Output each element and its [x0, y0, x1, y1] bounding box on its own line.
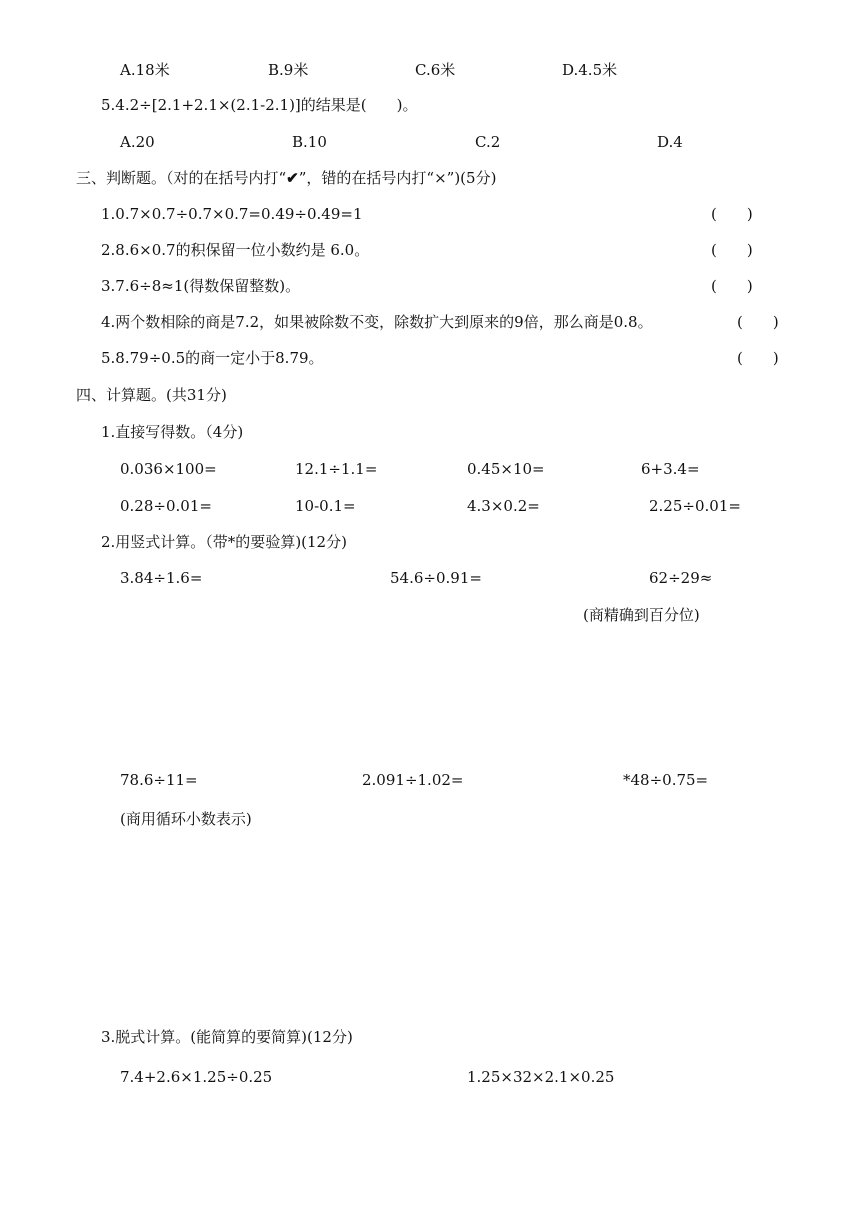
q5-option-b: B.10 [292, 133, 327, 151]
q4-option-d: D.4.5米 [562, 61, 618, 79]
stepwise-calc-2: 1.25×32×2.1×0.25 [467, 1068, 615, 1086]
q5-option-c: C.2 [475, 133, 501, 151]
vertical-calc-5: 2.091÷1.02= [362, 771, 464, 789]
section4-title: 四、计算题。(共31分) [76, 386, 227, 404]
judge-item-4: 4.两个数相除的商是7.2，如果被除数不变，除数扩大到原来的9倍，那么商是0.8。 [101, 313, 653, 331]
section3-title-prefix: 三、判断题。（对的在括号内打“ [76, 169, 287, 187]
q5-option-d: D.4 [657, 133, 683, 151]
q4-option-b: B.9米 [268, 61, 309, 79]
oral-calc-2: 12.1÷1.1= [295, 460, 378, 478]
q5-stem: 5.4.2÷[2.1+2.1×(2.1-2.1)]的结果是( )。 [101, 96, 418, 114]
judge-item-2: 2.8.6×0.7的积保留一位小数约是 6.0。 [101, 241, 370, 259]
oral-calc-7: 4.3×0.2= [467, 497, 540, 515]
judge-item-5: 5.8.79÷0.5的商一定小于8.79。 [101, 349, 324, 367]
vertical-calc-1: 3.84÷1.6= [120, 569, 203, 587]
section3-title-suffix: ”，错的在括号内打“×”)(5分) [298, 169, 497, 187]
judge-item-1: 1.0.7×0.7÷0.7×0.7=0.49÷0.49=1 [101, 205, 363, 223]
part1-title: 1.直接写得数。（4分) [101, 423, 244, 441]
judge-item-4-answer-blank[interactable]: ( ) [737, 313, 779, 331]
oral-calc-5: 0.28÷0.01= [120, 497, 212, 515]
q4-option-a: A.18米 [120, 61, 170, 79]
vertical-calc-6: *48÷0.75= [623, 771, 709, 789]
judge-item-3-answer-blank[interactable]: ( ) [711, 277, 753, 295]
oral-calc-6: 10-0.1= [295, 497, 356, 515]
stepwise-calc-1: 7.4+2.6×1.25÷0.25 [120, 1068, 273, 1086]
judge-item-2-answer-blank[interactable]: ( ) [711, 241, 753, 259]
part2-title: 2.用竖式计算。（带*的要验算)(12分) [101, 533, 347, 551]
vertical-calc-2: 54.6÷0.91= [390, 569, 482, 587]
vertical-calc-3: 62÷29≈ [649, 569, 713, 587]
vertical-calc-4-note: (商用循环小数表示) [120, 810, 252, 828]
vertical-calc-4: 78.6÷11= [120, 771, 198, 789]
oral-calc-8: 2.25÷0.01= [649, 497, 741, 515]
check-mark-icon: ✔ [286, 169, 299, 187]
oral-calc-4: 6+3.4= [641, 460, 700, 478]
q5-option-a: A.20 [120, 133, 155, 151]
judge-item-3: 3.7.6÷8≈1(得数保留整数)。 [101, 277, 301, 295]
part3-title: 3.脱式计算。(能简算的要简算)(12分) [101, 1028, 353, 1046]
section3-title [76, 168, 496, 188]
oral-calc-1: 0.036×100= [120, 460, 217, 478]
oral-calc-3: 0.45×10= [467, 460, 545, 478]
q4-option-c: C.6米 [415, 61, 456, 79]
judge-item-5-answer-blank[interactable]: ( ) [737, 349, 779, 367]
vertical-calc-3-note: (商精确到百分位) [583, 606, 700, 624]
judge-item-1-answer-blank[interactable]: ( ) [711, 205, 753, 223]
